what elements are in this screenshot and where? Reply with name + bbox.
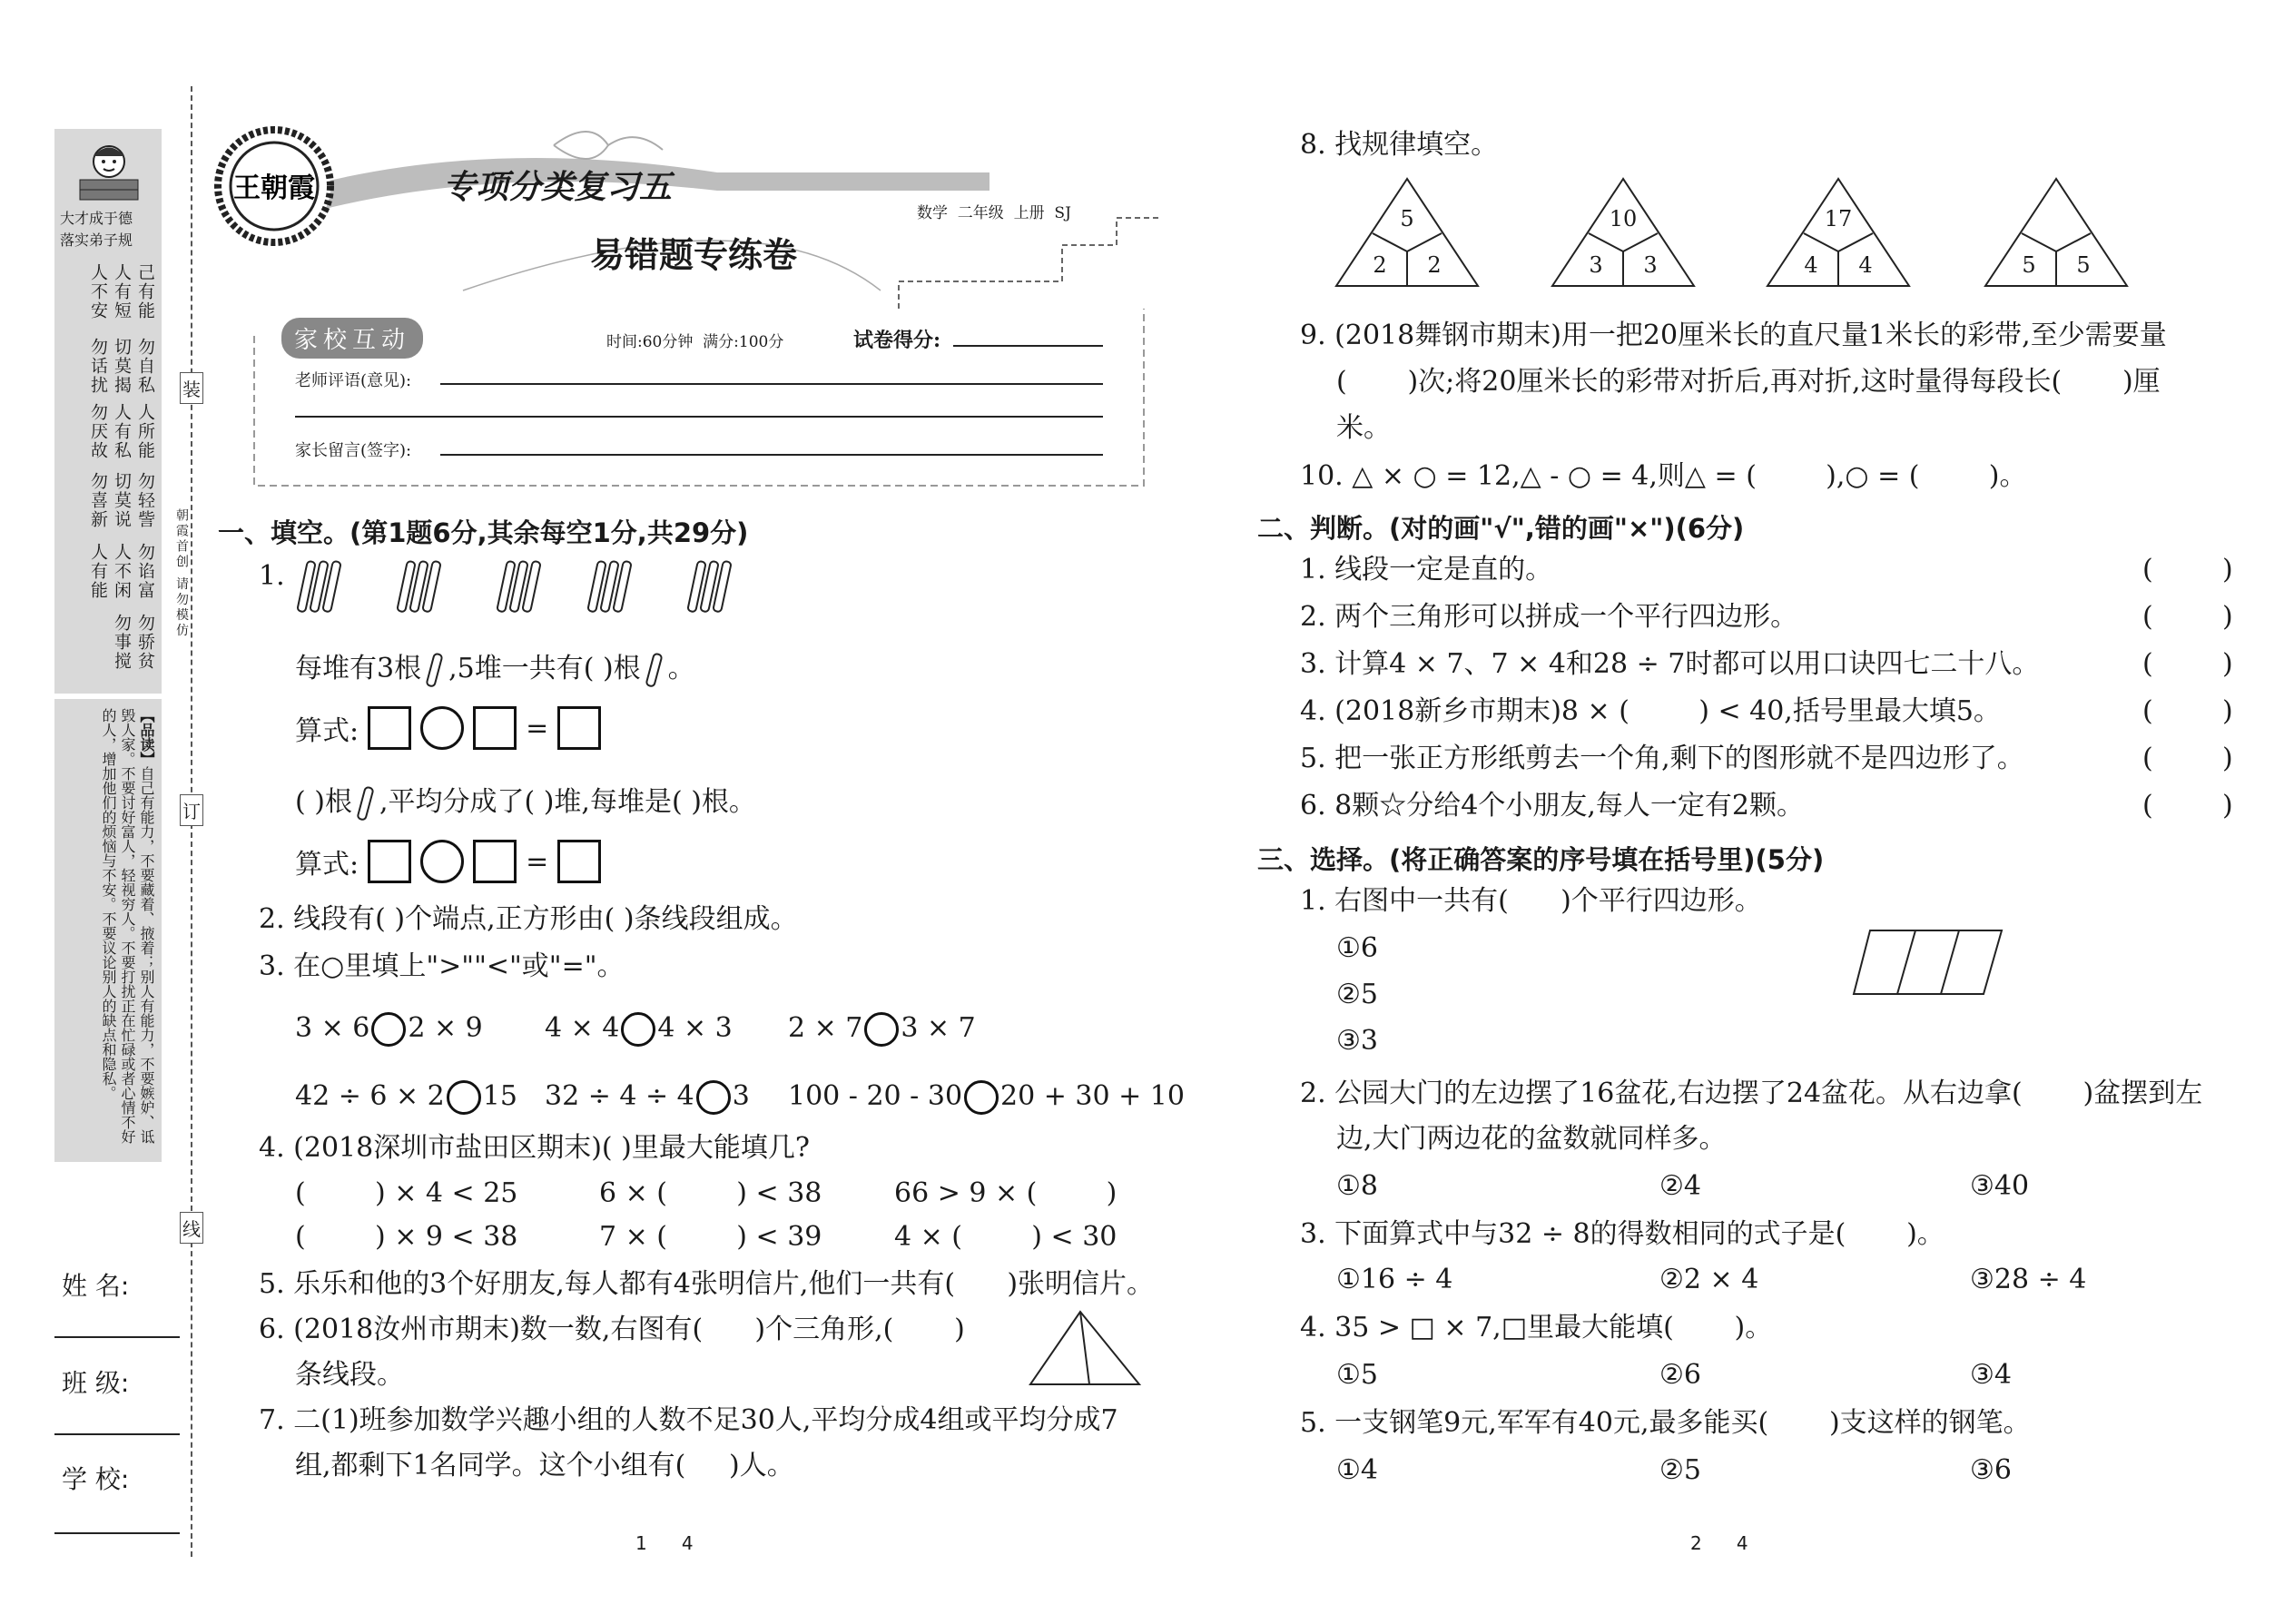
choice-q1-opt-b[interactable]: ②5 bbox=[1336, 979, 1378, 1010]
name-field-line[interactable] bbox=[54, 1336, 180, 1338]
answer-box[interactable] bbox=[368, 840, 411, 883]
stick-bundle-icon bbox=[297, 561, 731, 613]
compare-circle[interactable] bbox=[696, 1080, 731, 1115]
q1-line1: 每堆有3根 ,5堆一共有( )根 。 bbox=[295, 652, 695, 688]
tri4-right: 5 bbox=[2076, 252, 2091, 278]
parent-note-label: 家长留言(签字): bbox=[295, 441, 412, 460]
sidebar-verse-col-2: 勿自私 bbox=[135, 338, 155, 395]
answer-box[interactable] bbox=[473, 840, 517, 883]
sidebar-verse-col-9: 人有私 bbox=[112, 403, 132, 460]
compare-circle[interactable] bbox=[864, 1012, 899, 1047]
tri2-top: 10 bbox=[1609, 206, 1638, 231]
q3-compare-2: 4 × 4 4 × 3 bbox=[545, 1012, 733, 1047]
choice-q3-opt-a[interactable]: ①16 ÷ 4 bbox=[1336, 1264, 1453, 1295]
choice-q4-opt-b[interactable]: ②6 bbox=[1659, 1359, 1701, 1391]
operator-circle[interactable] bbox=[420, 706, 464, 750]
cartoon-student-icon bbox=[64, 134, 154, 207]
score-label: 试卷得分: bbox=[853, 329, 941, 352]
judge-paren-3[interactable]: ( ) bbox=[2142, 648, 2233, 680]
stick-icon bbox=[421, 652, 448, 688]
sidebar-verse-col-3: 人所能 bbox=[135, 403, 155, 460]
choice-q2-opt-b[interactable]: ②4 bbox=[1659, 1170, 1701, 1202]
q9-line2: ( )次;将20厘米长的彩带对折后,再对折,这时量得每段长( )厘 bbox=[1336, 366, 2161, 398]
choice-q3-opt-b[interactable]: ②2 × 4 bbox=[1659, 1264, 1759, 1295]
q10: 10. △ × ○ = 12,△ - ○ = 4,则△ = ( ),○ = ( )。 bbox=[1300, 460, 2027, 492]
q9-line3: 米。 bbox=[1336, 412, 1391, 444]
time-info: 时间:60分钟 满分:100分 bbox=[606, 333, 784, 351]
q4-item-5: 7 × ( ) < 39 bbox=[599, 1221, 822, 1253]
brand-logo bbox=[211, 123, 338, 250]
q7-line1: 7. 二(1)班参加数学兴趣小组的人数不足30人,平均分成4组或平均分成7 bbox=[259, 1404, 1118, 1436]
sidebar-verse-col-13: 人不安 bbox=[88, 263, 108, 320]
compare-circle[interactable] bbox=[447, 1080, 481, 1115]
q4-item-4: ( ) × 9 < 38 bbox=[295, 1221, 518, 1253]
q6-line1: 6. (2018汝州市期末)数一数,右图有( )个三角形,( ) bbox=[259, 1314, 965, 1345]
judge-paren-6[interactable]: ( ) bbox=[2142, 790, 2233, 822]
judge-item-3: 3. 计算4 × 7、7 × 4和28 ÷ 7时都可以用口诀四七二十八。 bbox=[1300, 648, 2040, 680]
choice-q5: 5. 一支钢笔9元,军军有40元,最多能买( )支这样的钢笔。 bbox=[1300, 1407, 2031, 1439]
q3: 3. 在○里填上">""<"或"="。 bbox=[259, 950, 625, 982]
choice-q4-opt-a[interactable]: ①5 bbox=[1336, 1359, 1378, 1391]
teacher-comment-label: 老师评语(意见): bbox=[295, 371, 412, 390]
sidebar-verse-col-12: 勿事搅 bbox=[112, 614, 132, 671]
paper-title: 易错题专练卷 bbox=[590, 234, 798, 275]
judge-item-1: 1. 线段一定是直的。 bbox=[1300, 554, 1553, 586]
sidebar-verse-col-5: 勿谄富 bbox=[135, 543, 155, 600]
sidebar-verse-col-4: 勿轻訾 bbox=[135, 472, 155, 529]
choice-q2-opt-a[interactable]: ①8 bbox=[1336, 1170, 1378, 1202]
sidebar-verse-col-1: 己有能 bbox=[135, 263, 155, 320]
stick-icon bbox=[641, 652, 668, 688]
choice-q2-line2: 边,大门两边花的盆数就同样多。 bbox=[1336, 1123, 1727, 1155]
brand-logo-text: 王朝霞 bbox=[233, 172, 315, 204]
q3-compare-1: 3 × 6 2 × 9 bbox=[295, 1012, 483, 1047]
q1-formula-1: 算式: = bbox=[295, 706, 601, 750]
q3-compare-3: 2 × 7 3 × 7 bbox=[788, 1012, 976, 1047]
q1-line2: ( )根 ,平均分成了( )堆,每堆是( )根。 bbox=[295, 785, 756, 822]
q4-item-6: 4 × ( ) < 30 bbox=[894, 1221, 1117, 1253]
choice-q5-opt-b[interactable]: ②5 bbox=[1659, 1454, 1701, 1486]
section1-heading: 一、填空。(第1题6分,其余每空1分,共29分) bbox=[218, 517, 749, 548]
stick-bundles-image bbox=[295, 554, 767, 626]
choice-q4-opt-c[interactable]: ③4 bbox=[1970, 1359, 2012, 1391]
answer-box[interactable] bbox=[473, 706, 517, 750]
sidebar-verse-col-14: 勿话扰 bbox=[88, 338, 108, 395]
binding-mark-3: 线 bbox=[180, 1212, 203, 1244]
pattern-triangle-2 bbox=[1551, 177, 1696, 290]
left-page-number: 1 4 bbox=[635, 1532, 694, 1554]
judge-paren-2[interactable]: ( ) bbox=[2142, 601, 2233, 633]
sidebar-verse-col-15: 勿厌故 bbox=[88, 403, 108, 460]
q7-line2: 组,都剩下1名同学。这个小组有( )人。 bbox=[295, 1450, 794, 1481]
pattern-triangle-4 bbox=[1984, 177, 2129, 290]
sidebar-verse-col-17: 人有能 bbox=[88, 543, 108, 600]
sidebar-pindu-text: 【品读】自己有能力，不要藏着、掖着；别人有能力，不要嫉妒、诋毁人家。不要讨好富人，轻视穷人。不要打扰正在忙碌或者心情不好的人，增加他们的烦恼与不安。不要议论别人的缺点和隐私。 bbox=[100, 708, 155, 1144]
q4-item-1: ( ) × 4 < 25 bbox=[295, 1177, 518, 1209]
choice-q1-opt-c[interactable]: ③3 bbox=[1336, 1025, 1378, 1057]
choice-q3: 3. 下面算式中与32 ÷ 8的得数相同的式子是( )。 bbox=[1300, 1218, 1944, 1250]
tri1-right: 2 bbox=[1427, 252, 1442, 278]
tri3-left: 4 bbox=[1804, 252, 1818, 278]
pattern-triangle-3 bbox=[1766, 177, 1911, 290]
compare-circle[interactable] bbox=[964, 1080, 999, 1115]
choice-q5-opt-c[interactable]: ③6 bbox=[1970, 1454, 2012, 1486]
q1-number: 1. bbox=[259, 560, 285, 592]
tri2-right: 3 bbox=[1643, 252, 1658, 278]
q5: 5. 乐乐和他的3个好朋友,每人都有4张明信片,他们一共有( )张明信片。 bbox=[259, 1268, 1155, 1300]
judge-item-4: 4. (2018新乡市期末)8 × ( ) < 40,括号里最大填5。 bbox=[1300, 695, 2001, 727]
stick-icon bbox=[352, 785, 379, 822]
operator-circle[interactable] bbox=[420, 840, 464, 883]
school-field-label: 学 校: bbox=[62, 1464, 130, 1494]
sidebar-motto-2: 落实弟子规 bbox=[60, 231, 133, 249]
judge-paren-5[interactable]: ( ) bbox=[2142, 743, 2233, 774]
q3-compare-5: 32 ÷ 4 ÷ 4 3 bbox=[545, 1080, 750, 1115]
subject-tag: 数学 二年级 上册 SJ bbox=[917, 204, 1071, 222]
choice-q1: 1. 右图中一共有( )个平行四边形。 bbox=[1300, 885, 1762, 917]
judge-paren-1[interactable]: ( ) bbox=[2142, 554, 2233, 586]
q1-formula-2: 算式: = bbox=[295, 840, 601, 883]
choice-q1-opt-a[interactable]: ①6 bbox=[1336, 932, 1378, 964]
q8: 8. 找规律填空。 bbox=[1300, 129, 1499, 161]
series-title: 专项分类复习五 bbox=[443, 169, 673, 206]
sidebar-verse-col-6: 勿骄贫 bbox=[135, 614, 155, 671]
right-page-number: 2 4 bbox=[1690, 1532, 1748, 1554]
section3-heading: 三、选择。(将正确答案的序号填在括号里)(5分) bbox=[1257, 844, 1825, 875]
judge-item-6: 6. 8颗☆分给4个小朋友,每人一定有2颗。 bbox=[1300, 790, 1804, 822]
sidebar-verse-col-8: 切莫揭 bbox=[112, 338, 132, 395]
choice-q2-opt-c[interactable]: ③40 bbox=[1970, 1170, 2030, 1202]
tri3-top: 17 bbox=[1824, 206, 1853, 231]
binding-mark-1: 装 bbox=[180, 372, 203, 404]
answer-box[interactable] bbox=[368, 706, 411, 750]
judge-item-5: 5. 把一张正方形纸剪去一个角,剩下的图形就不是四边形了。 bbox=[1300, 743, 2024, 774]
judge-item-2: 2. 两个三角形可以拼成一个平行四边形。 bbox=[1300, 601, 1798, 633]
choice-q2-line1: 2. 公园大门的左边摆了16盆花,右边摆了24盆花。从右边拿( )盆摆到左 bbox=[1300, 1078, 2203, 1109]
tri4-left: 5 bbox=[2022, 252, 2036, 278]
school-field-line[interactable] bbox=[54, 1532, 180, 1534]
dashed-frame-decoration bbox=[245, 309, 1153, 490]
q9-line1: 9. (2018舞钢市期末)用一把20厘米长的直尺量1米长的彩带,至少需要量 bbox=[1300, 320, 2167, 351]
section2-heading: 二、判断。(对的画"√",错的画"×")(6分) bbox=[1257, 513, 1745, 544]
sidebar-verse-col-11: 人不闲 bbox=[112, 543, 132, 600]
judge-paren-4[interactable]: ( ) bbox=[2142, 695, 2233, 727]
choice-q3-opt-c[interactable]: ③28 ÷ 4 bbox=[1970, 1264, 2087, 1295]
binding-mark-2: 订 bbox=[180, 794, 203, 826]
pattern-triangle-1 bbox=[1334, 177, 1480, 290]
choice-q5-opt-a[interactable]: ①4 bbox=[1336, 1454, 1378, 1486]
name-field-label: 姓 名: bbox=[62, 1271, 130, 1301]
q3-compare-6: 100 - 20 - 30 20 + 30 + 10 bbox=[788, 1080, 1185, 1115]
sidebar-verse-col-10: 切莫说 bbox=[112, 472, 132, 529]
answer-box[interactable] bbox=[557, 840, 601, 883]
q6-line2: 条线段。 bbox=[295, 1359, 404, 1391]
home-school-label: 家校互动 bbox=[281, 318, 423, 359]
answer-box[interactable] bbox=[557, 706, 601, 750]
tri3-right: 4 bbox=[1858, 252, 1873, 278]
compare-circle[interactable] bbox=[371, 1012, 406, 1047]
q3-compare-4: 42 ÷ 6 × 2 15 bbox=[295, 1080, 517, 1115]
q4-item-2: 6 × ( ) < 38 bbox=[599, 1177, 822, 1209]
side-copyright-note: 朝霞首创 请勿模仿 bbox=[174, 508, 189, 639]
sidebar-motto-1: 大才成于德 bbox=[60, 210, 133, 227]
sidebar-verse-col-7: 人有短 bbox=[112, 263, 132, 320]
parallelogram-figure bbox=[1852, 926, 2006, 999]
q4: 4. (2018深圳市盐田区期末)( )里最大能填几? bbox=[259, 1132, 810, 1164]
q4-item-3: 66 > 9 × ( ) bbox=[894, 1177, 1117, 1209]
compare-circle[interactable] bbox=[621, 1012, 655, 1047]
sidebar-verse-col-16: 勿喜新 bbox=[88, 472, 108, 529]
tri1-top: 5 bbox=[1400, 206, 1414, 231]
tri2-left: 3 bbox=[1589, 252, 1603, 278]
q2: 2. 线段有( )个端点,正方形由( )条线段组成。 bbox=[259, 903, 798, 935]
choice-q4: 4. 35 > □ × 7,□里最大能填( )。 bbox=[1300, 1312, 1773, 1343]
tri1-left: 2 bbox=[1373, 252, 1387, 278]
class-field-label: 班 级: bbox=[62, 1368, 130, 1398]
q6-triangle-figure bbox=[1026, 1307, 1144, 1389]
class-field-line[interactable] bbox=[54, 1433, 180, 1435]
